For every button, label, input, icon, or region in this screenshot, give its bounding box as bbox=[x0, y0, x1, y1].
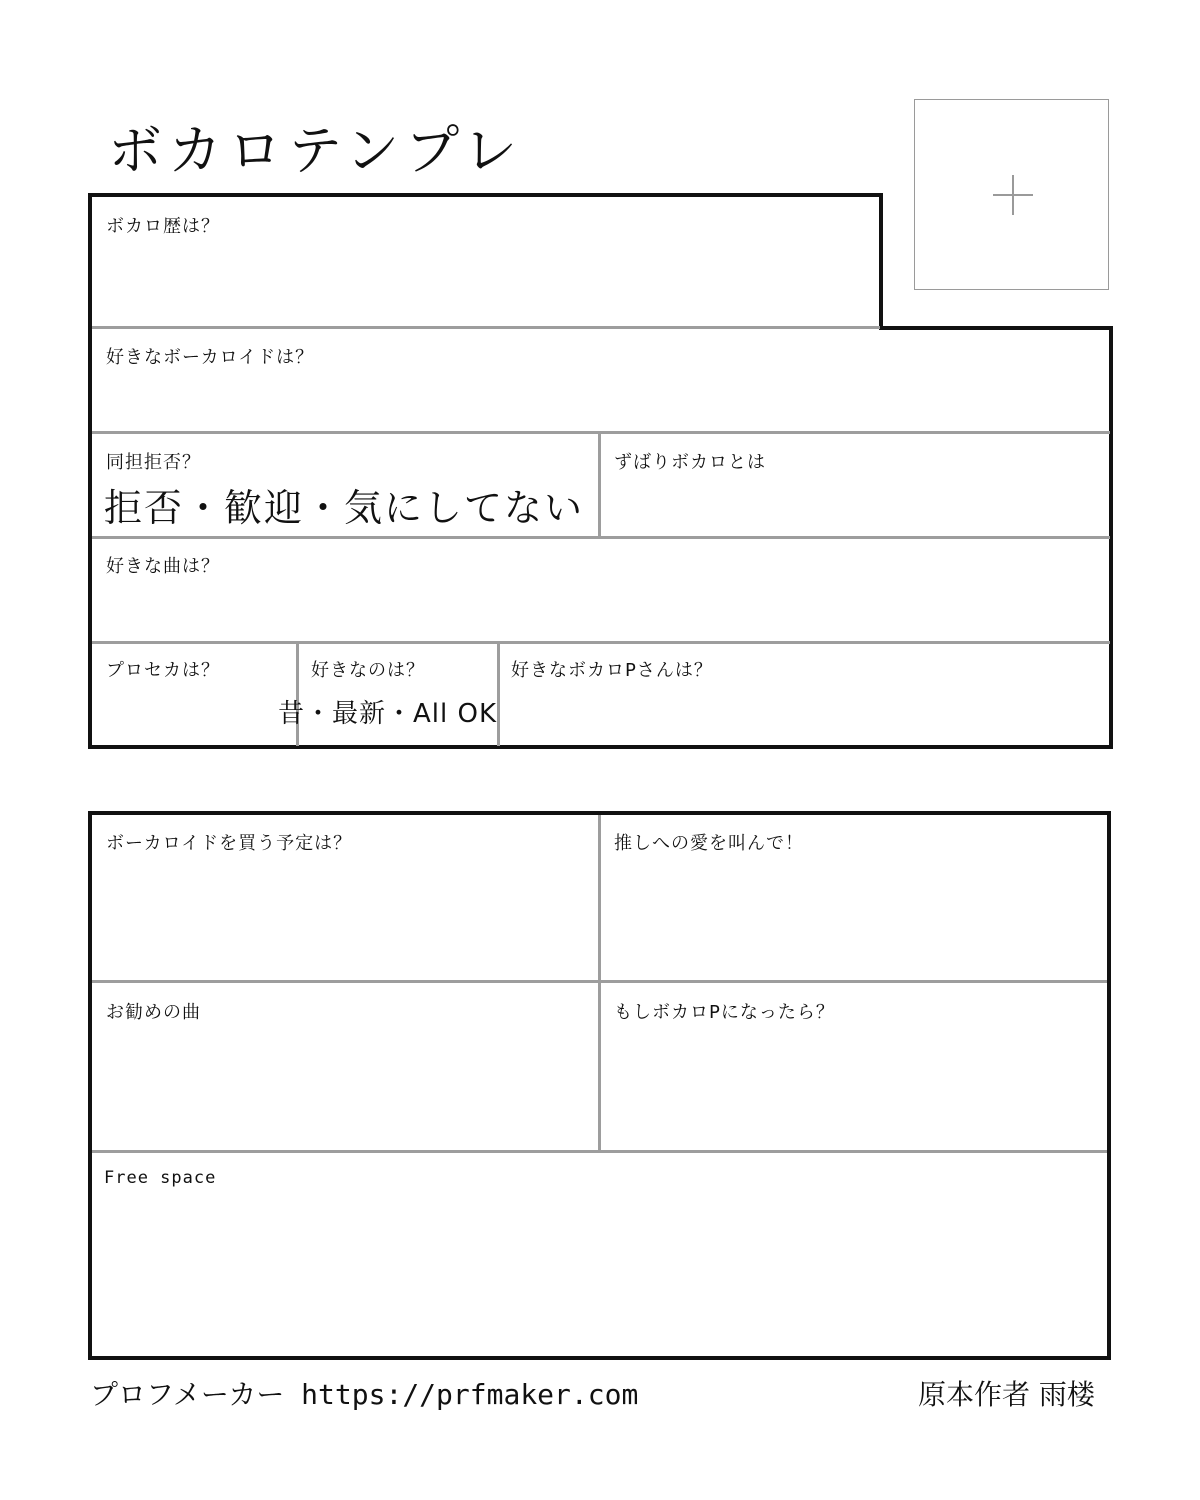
same-fan-label: 同担拒否？ bbox=[106, 452, 201, 473]
fav-producer-label: 好きなボカロPさんは？ bbox=[511, 660, 713, 681]
fav-era-options[interactable]: 昔・最新・All OK bbox=[278, 699, 498, 729]
prosekai-label: プロセカは？ bbox=[106, 660, 220, 681]
shout-love-label: 推しへの愛を叫んで！ bbox=[614, 833, 804, 854]
recommend-label: お勧めの曲 bbox=[106, 1002, 201, 1023]
same-fan-options[interactable]: 拒否・歓迎・気にしてない bbox=[104, 486, 585, 530]
photo-placeholder[interactable] bbox=[914, 99, 1109, 290]
page-title: ボカロテンプレ bbox=[108, 119, 524, 182]
if-producer-label: もしボカロPになったら？ bbox=[614, 1002, 835, 1023]
zubari-label: ずばりボカロとは bbox=[614, 452, 766, 473]
fav-era-label: 好きなのは？ bbox=[311, 660, 425, 681]
free-space-label: Free space bbox=[104, 1168, 217, 1188]
fav-song-label: 好きな曲は？ bbox=[106, 556, 220, 577]
history-label: ボカロ歴は？ bbox=[106, 216, 220, 237]
buy-plan-label: ボーカロイドを買う予定は？ bbox=[106, 833, 353, 854]
author-credit: 原本作者 雨楼 bbox=[918, 1378, 1095, 1411]
maker-credit[interactable]: プロフメーカー https://prfmaker.com bbox=[90, 1378, 639, 1411]
fav-vocaloid-label: 好きなボーカロイドは？ bbox=[106, 347, 315, 368]
